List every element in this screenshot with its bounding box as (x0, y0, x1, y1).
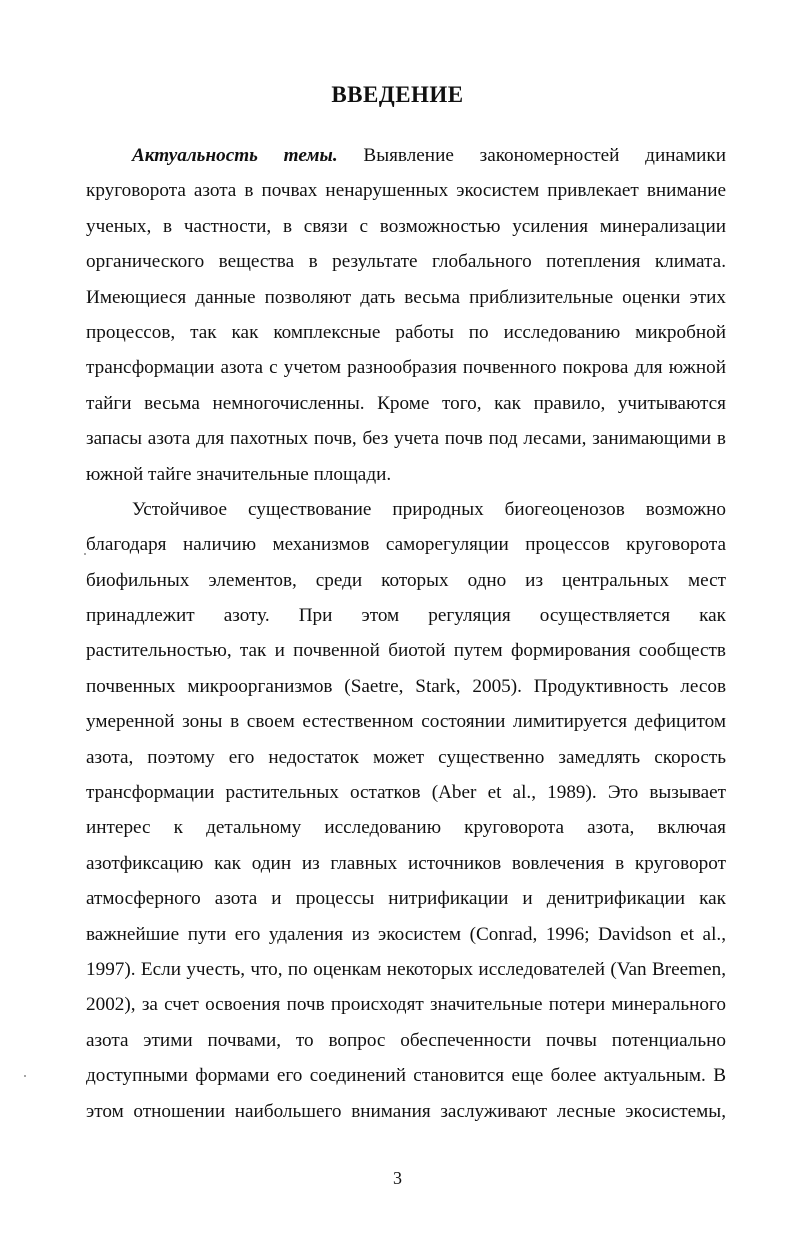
paragraph-1-last-line: южной тайге значительные площади. (86, 463, 392, 485)
paragraph-1-line: Имеющиеся данные позволяют дать весьма приблизительные оценки этих (86, 286, 726, 308)
paragraph-2-line-1: Устойчивое существование природных биогеоценозов возможно (132, 498, 726, 520)
paragraph-2-line: растительностью, так и почвенной биотой путем формирования сообществ (86, 640, 726, 662)
paragraph-2-line: благодаря наличию механизмов саморегуляции процессов круговорота (86, 534, 726, 556)
scan-speck (84, 553, 86, 555)
paragraph-2-line: важнейшие пути его удаления из экосистем (Conrad, 1996; Davidson et al., (86, 923, 726, 945)
paragraph-1-line: органического вещества в результате глобального потепления климата. (86, 251, 726, 273)
paragraph-2-line: принадлежит азоту. При этом регуляция осуществляется как (86, 605, 726, 627)
paragraph-2-line: азота, поэтому его недостаток может существенно замедлять скорость (86, 746, 726, 768)
paragraph-2-line: 2002), за счет освоения почв происходят значительные потери минерального (86, 994, 726, 1016)
paragraph-2-line: умеренной зоны в своем естественном состоянии лимитируется дефицитом (86, 711, 726, 733)
paragraph-2-line: биофильных элементов, среди которых одно из центральных мест (86, 569, 726, 591)
paragraph-2-line: азотфиксацию как один из главных источников вовлечения в круговорот (86, 852, 726, 874)
paragraph-2-line: атмосферного азота и процессы нитрификации и денитрификации как (86, 888, 726, 910)
page-title: ВВЕДЕНИЕ (331, 82, 464, 107)
paragraph-text: Выявление закономерностей динамики (363, 145, 726, 166)
paragraph-1-line: тайги весьма немногочисленны. Кроме того, как правило, учитываются (86, 392, 726, 414)
paragraph-1-line-1 (86, 138, 726, 173)
paragraph-2-line: трансформации растительных остатков (Aber et al., 1989). Это вызывает (86, 782, 726, 804)
paragraph-2-line: доступными формами его соединений становится еще более актуальным. В (86, 1065, 726, 1087)
paragraph-1-line: круговорота азота в почвах ненарушенных экосистем привлекает внимание (86, 180, 726, 202)
paragraph-2-line: азота этими почвами, то вопрос обеспеченности почвы потенциально (86, 1029, 726, 1051)
paragraph-2-line: этом отношении наибольшего внимания заслуживают лесные экосистемы, (86, 1100, 726, 1122)
paragraph-1-line: запасы азота для пахотных почв, без учета почв под лесами, занимающими в (86, 428, 726, 450)
paragraph-1-line: ученых, в частности, в связи с возможностью усиления минерализации (86, 215, 726, 237)
scan-speck (24, 1075, 26, 1077)
page-number: 3 (393, 1168, 402, 1188)
paragraph-1-line: трансформации азота с учетом разнообразия почвенного покрова для южной (86, 357, 726, 379)
paragraph-2-line: интерес к детальному исследованию круговорота азота, включая (86, 817, 726, 839)
paragraph-2-line: 1997). Если учесть, что, по оценкам некоторых исследователей (Van Breemen, (86, 958, 726, 980)
paragraph-1-line: процессов, так как комплексные работы по исследованию микробной (86, 321, 726, 343)
paragraph-lead: Актуальность темы. (132, 145, 338, 166)
paragraph-2-line: почвенных микроорганизмов (Saetre, Stark, 2005). Продуктивность лесов (86, 675, 726, 697)
body-text (86, 138, 726, 1129)
